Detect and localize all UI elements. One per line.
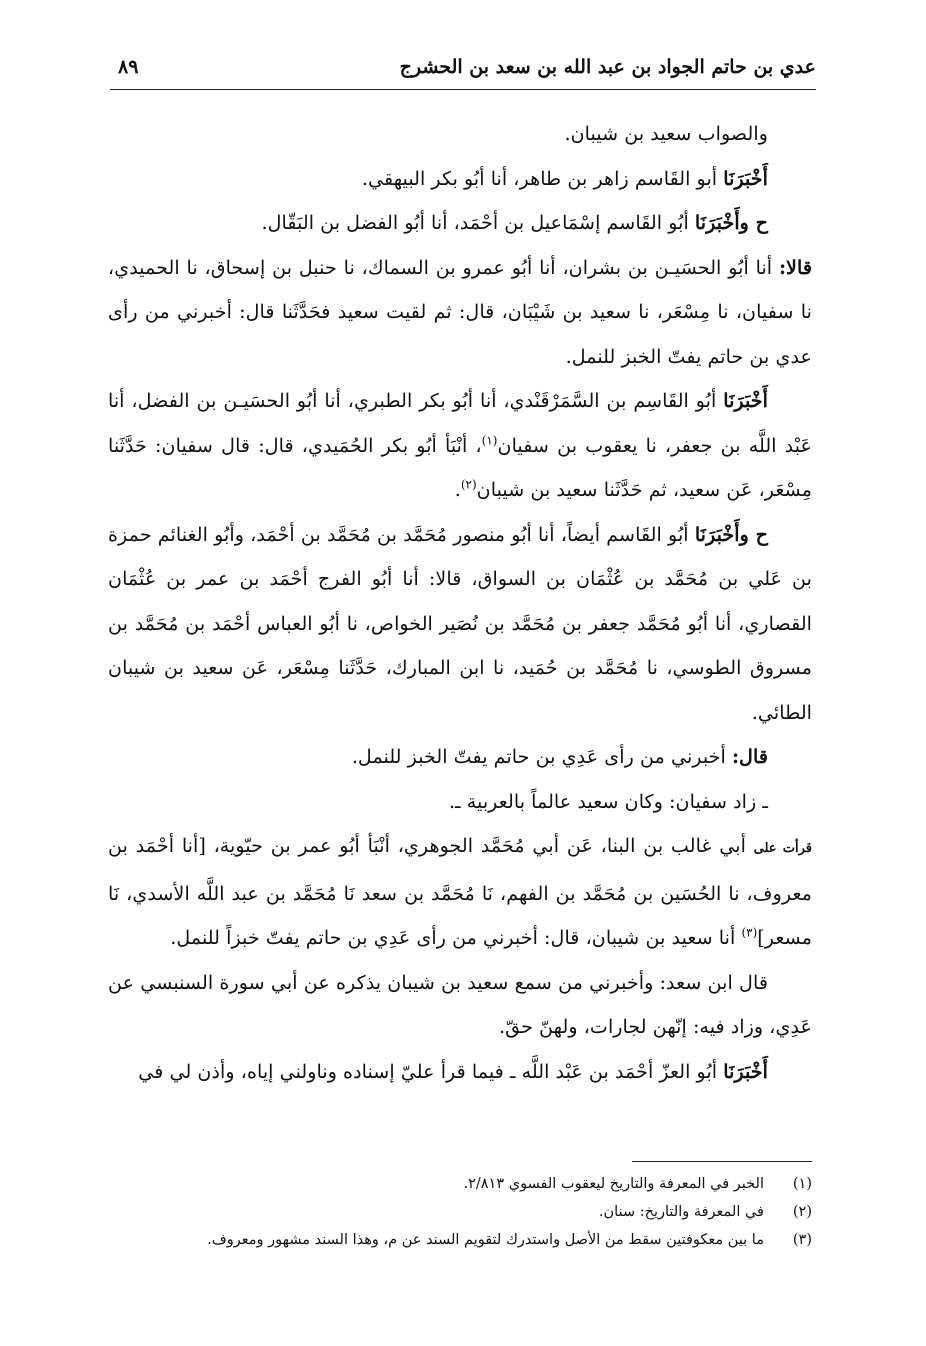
running-header — [110, 50, 816, 90]
footnote-number: (١) — [792, 1176, 812, 1192]
paragraph — [108, 735, 812, 780]
footnote-number: (٣) — [792, 1232, 812, 1248]
paragraph-lead: قرأت على — [753, 841, 812, 856]
paragraph-lead: قالا: — [778, 255, 812, 279]
paragraph-text: ، أنْبَأ أبُو بكر الحُمَيدي، قال: قال سفيان: حَدَّثَنا مِسْعَر، عَن سعيد، ثم حَدَّثَنا سعيد بن شيبان — [108, 433, 812, 501]
paragraph-lead: أَخْبَرَنَا — [723, 1059, 768, 1083]
footnote — [108, 1198, 812, 1226]
paragraph — [108, 1050, 812, 1095]
paragraph-text: أبُو العزّ أحْمَد بن عَبْد اللَّه ـ فيما قرأ عليّ إسناده وناولني إياه، وأذن لي في — [138, 1059, 724, 1083]
paragraph-lead: ح وأَخْبَرَنَا — [694, 522, 769, 546]
footnotes — [108, 1170, 812, 1254]
paragraph — [108, 201, 812, 246]
header-title: عدي بن حاتم الجواد بن عبد الله بن سعد بن الحشرج — [399, 56, 816, 78]
paragraph-text: أخبرني من رأى عَدِي بن حاتم يفتّ الخبز للنمل. — [351, 745, 732, 768]
main-text — [108, 112, 812, 1094]
paragraph — [108, 824, 812, 961]
paragraph — [108, 379, 812, 513]
paragraph-text: . — [454, 478, 461, 501]
header-rule — [110, 89, 816, 90]
paragraph — [108, 961, 812, 1050]
footnote-marker: (٣) — [741, 925, 758, 940]
paragraph — [108, 780, 812, 825]
paragraph-text: أبو القَاسم زاهر بن طاهر، أنا أبُو بكر البيهقي. — [361, 166, 724, 190]
paragraph-lead: أَخْبَرَنَا — [723, 389, 768, 412]
footnote-text: ما بين معكوفتين سقط من الأصل واستدرك لتقويم السند عن م، وهذا السند مشهور ومعروف. — [207, 1232, 764, 1248]
paragraph-lead: ح وأَخْبَرَنَا — [694, 211, 768, 234]
paragraph-lead: أَخْبَرَنَا — [723, 166, 768, 190]
paragraph — [108, 157, 812, 202]
paragraph-text: والصواب سعيد بن شيبان. — [564, 122, 768, 145]
page-number: ٨٩ — [118, 56, 139, 78]
footnote-text: في المعرفة والتاريخ: سنان. — [598, 1204, 764, 1220]
paragraph-text: أبُو القَاسِم بن السَّمَرْقَنْدي، أنا أبُو بكر الطبري، أنا أبُو الحسَيـن بن الفضل، أنا عَبْد اللَّه بن جعفر، نا يعقوب بن سفيان — [108, 389, 812, 457]
footnote-marker: (١) — [481, 433, 498, 448]
footnote-marker: (٢) — [460, 477, 477, 492]
footnote-text: الخبر في المعرفة والتاريخ ليعقوب الفسوي ٢/٨١٣. — [463, 1176, 764, 1192]
paragraph — [108, 513, 812, 736]
paragraph-text: قال ابن سعد: وأخبرني من سمع سعيد بن شيبان يذكره عن أبي سورة السنبسي عن عَدِي، وزاد فيه: إنّهن لجارات، ولهنّ حقّ. — [108, 970, 812, 1038]
paragraph-text: ـ زاد سفيان: وكان سعيد عالماً بالعربية ـ. — [448, 789, 768, 813]
footnote-number: (٢) — [792, 1204, 812, 1220]
footnote-divider — [632, 1161, 812, 1162]
paragraph-text: أنا سعيد بن شيبان، قال: أخبرني من رأى عَدِي بن حاتم يفتّ خبزاً للنمل. — [170, 926, 742, 949]
paragraph-text: أبُو القَاسم أيضاً، أنا أبُو منصور مُحَمَّد بن مُحَمَّد بن أحْمَد، وأبُو الغنائم حمزة بن عَلي بن مُحَمَّد بن عُثْمَان بن السواق، قالا: أنا أبُو الفرج أحْمَد بن عمر بن عُثْمَان القصاري، أنا أبُو مُحَمَّد جعفر بن مُحَمَّد بن نُصَير الخواص، نا أبُو العباس أحْمَد بن مُحَمَّد بن مسروق الطوسي، نا مُحَمَّد بن حُمَيد، نا ابن المبارك، حَدَّثَنا مِسْعَر، عَن سعيد بن شيبان الطائي. — [108, 522, 812, 724]
paragraph-lead: قال: — [731, 745, 768, 768]
footnote — [108, 1170, 812, 1198]
paragraph — [108, 246, 812, 380]
paragraph-text: أبُو القَاسم إسْمَاعيل بن أحْمَد، أنا أبُو الفضل بن البَقّال. — [261, 211, 695, 234]
paragraph — [108, 112, 812, 157]
paragraph-text: أنا أبُو الحسَيـن بن بشران، أنا أبُو عمرو بن السماك، نا حنبل بن إسحاق، نا الحميدي، نا سفيان، نا مِسْعَر، نا سعيد بن شَيْبَان، قال: ثم لقيت سعيد فحَدَّثَنا قال: أخبرني من رأى عدي بن حاتم يفتّ الخبز للنمل. — [108, 255, 812, 368]
paragraph-text: أبي غالب بن البنا، عَن أبي مُحَمَّد الجوهري، أنْبَأ أبُو عمر بن حيّوية، [أنا أحْمَد بن معروف، نا الحُسَين بن مُحَمَّد بن الفهم، نَا مُحَمَّد بن سعد نَا مُحَمَّد بن عبد اللَّه الأسدي، نَا مسعر] — [108, 834, 812, 949]
footnote — [108, 1226, 812, 1254]
